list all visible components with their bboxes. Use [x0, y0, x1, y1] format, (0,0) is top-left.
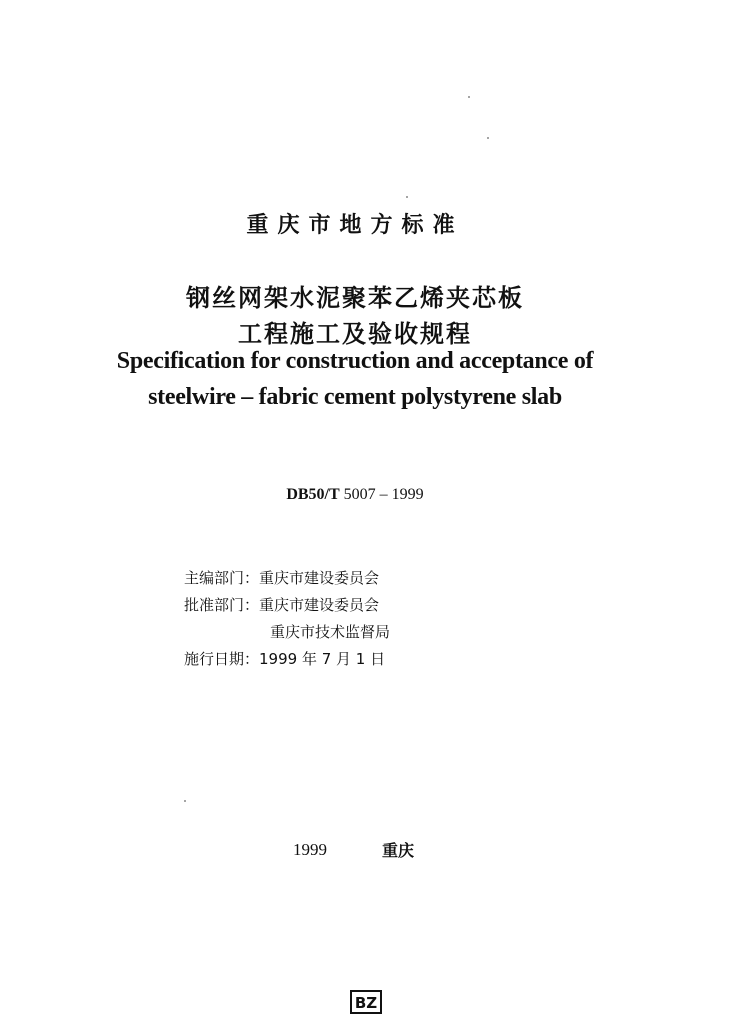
publisher-logo-icon: [350, 990, 382, 1014]
approval-department-row: [184, 594, 379, 615]
scan-speck: [487, 137, 489, 139]
effective-date-label: 施行日期：: [184, 650, 260, 668]
chief-department-row: [184, 567, 379, 588]
approval-department-value-2: 重庆市技术监督局: [270, 623, 391, 641]
scan-speck: [184, 800, 186, 802]
chinese-title-line-2: 工程施工及验收规程: [238, 320, 472, 348]
standard-type-heading: 重庆市地方标准: [246, 213, 464, 238]
scan-speck: [468, 96, 470, 98]
approval-department-row-2: [270, 621, 390, 642]
chief-department-value: 重庆市建设委员会: [259, 569, 380, 587]
standard-code-prefix: DB50/T: [286, 486, 340, 503]
effective-date-value: 1999 年 7 月 1 日: [259, 650, 386, 668]
standard-code: [0, 486, 710, 504]
approval-department-label: 批准部门：: [184, 596, 260, 614]
chinese-title-line-1: 钢丝网架水泥聚苯乙烯夹芯板: [186, 284, 524, 312]
standard-code-number: 5007 – 1999: [343, 486, 424, 503]
publication-place: 重庆: [382, 841, 415, 860]
publisher-logo-text: BZ: [354, 994, 378, 1012]
publication-year: 1999: [293, 840, 327, 859]
scan-speck: [406, 196, 408, 198]
english-title-line-2: steelwire – fabric cement polystyrene slab: [148, 384, 562, 410]
english-title-line-1: Specification for construction and acceptance of: [116, 348, 594, 374]
effective-date-row: [184, 648, 385, 669]
approval-department-value-1: 重庆市建设委员会: [259, 596, 380, 614]
chief-department-label: 主编部门：: [184, 569, 260, 587]
